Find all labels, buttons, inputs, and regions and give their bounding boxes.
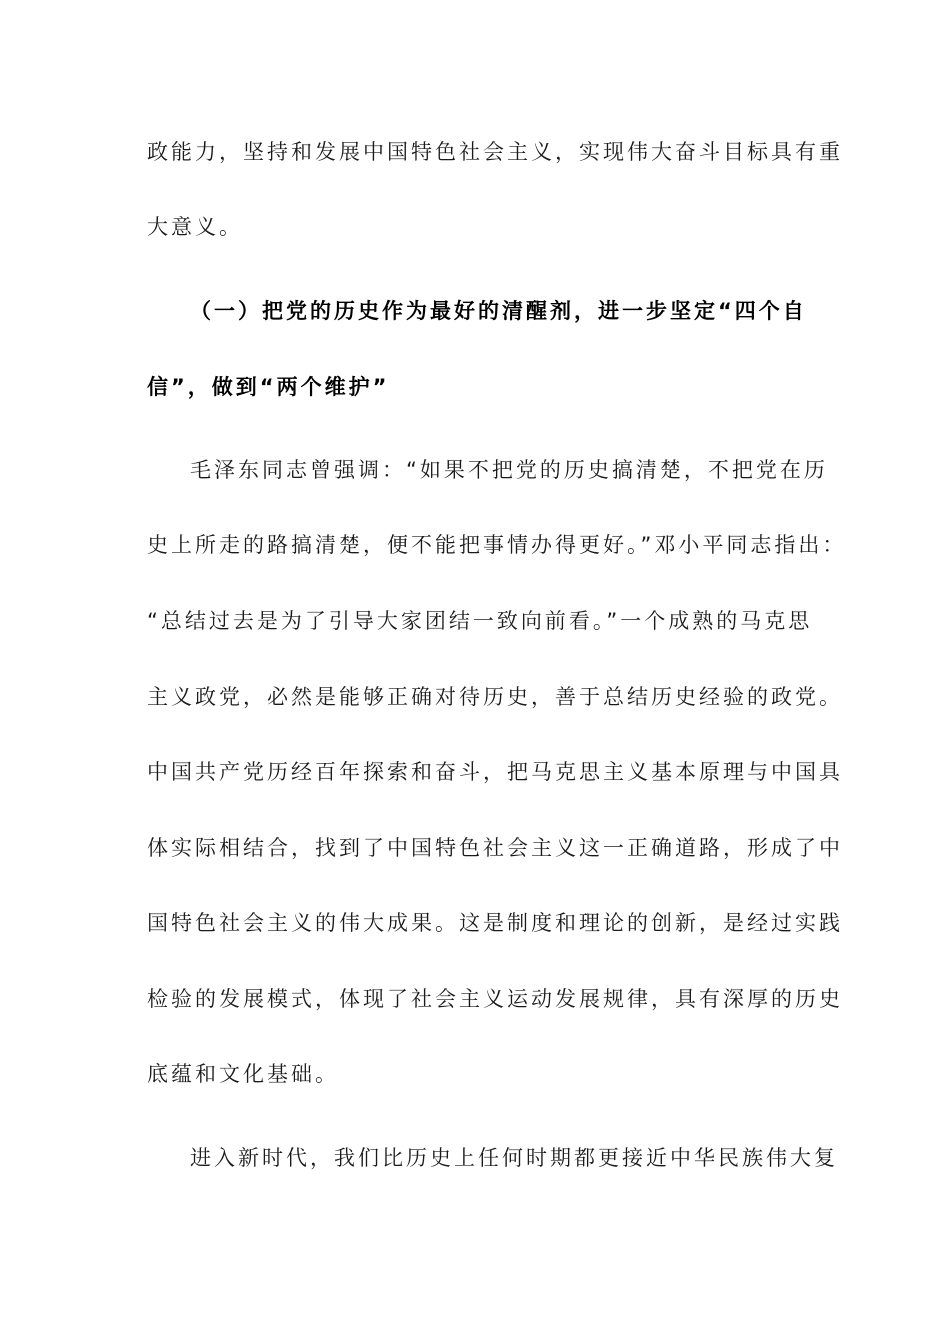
paragraph-line: 中国共产党历经百年探索和奋斗，把马克思主义基本原理与中国具 xyxy=(147,760,843,784)
section-heading: （一）把党的历史作为最好的清醒剂，进一步坚定“四个自 xyxy=(190,299,807,323)
paragraph-line: 毛泽东同志曾强调：“如果不把党的历史搞清楚，不把党在历 xyxy=(190,458,828,482)
paragraph-line: 进入新时代，我们比历史上任何时期都更接近中华民族伟大复 xyxy=(190,1146,838,1170)
paragraph-line: “总结过去是为了引导大家团结一致向前看。”一个成熟的马克思 xyxy=(147,609,813,633)
paragraph-line: 底蕴和文化基础。 xyxy=(147,1062,339,1086)
paragraph-line: 大意义。 xyxy=(147,215,243,239)
paragraph-line: 政能力，坚持和发展中国特色社会主义，实现伟大奋斗目标具有重 xyxy=(147,140,843,164)
paragraph-line: 检验的发展模式，体现了社会主义运动发展规律，具有深厚的历史 xyxy=(147,987,843,1011)
paragraph-line: 主义政党，必然是能够正确对待历史，善于总结历史经验的政党。 xyxy=(147,685,843,709)
section-heading: 信”，做到“两个维护” xyxy=(147,375,390,399)
paragraph-line: 国特色社会主义的伟大成果。这是制度和理论的创新，是经过实践 xyxy=(147,911,843,935)
paragraph-line: 史上所走的路搞清楚，便不能把事情办得更好。”邓小平同志指出： xyxy=(147,533,847,557)
paragraph-line: 体实际相结合，找到了中国特色社会主义这一正确道路，形成了中 xyxy=(147,836,843,860)
